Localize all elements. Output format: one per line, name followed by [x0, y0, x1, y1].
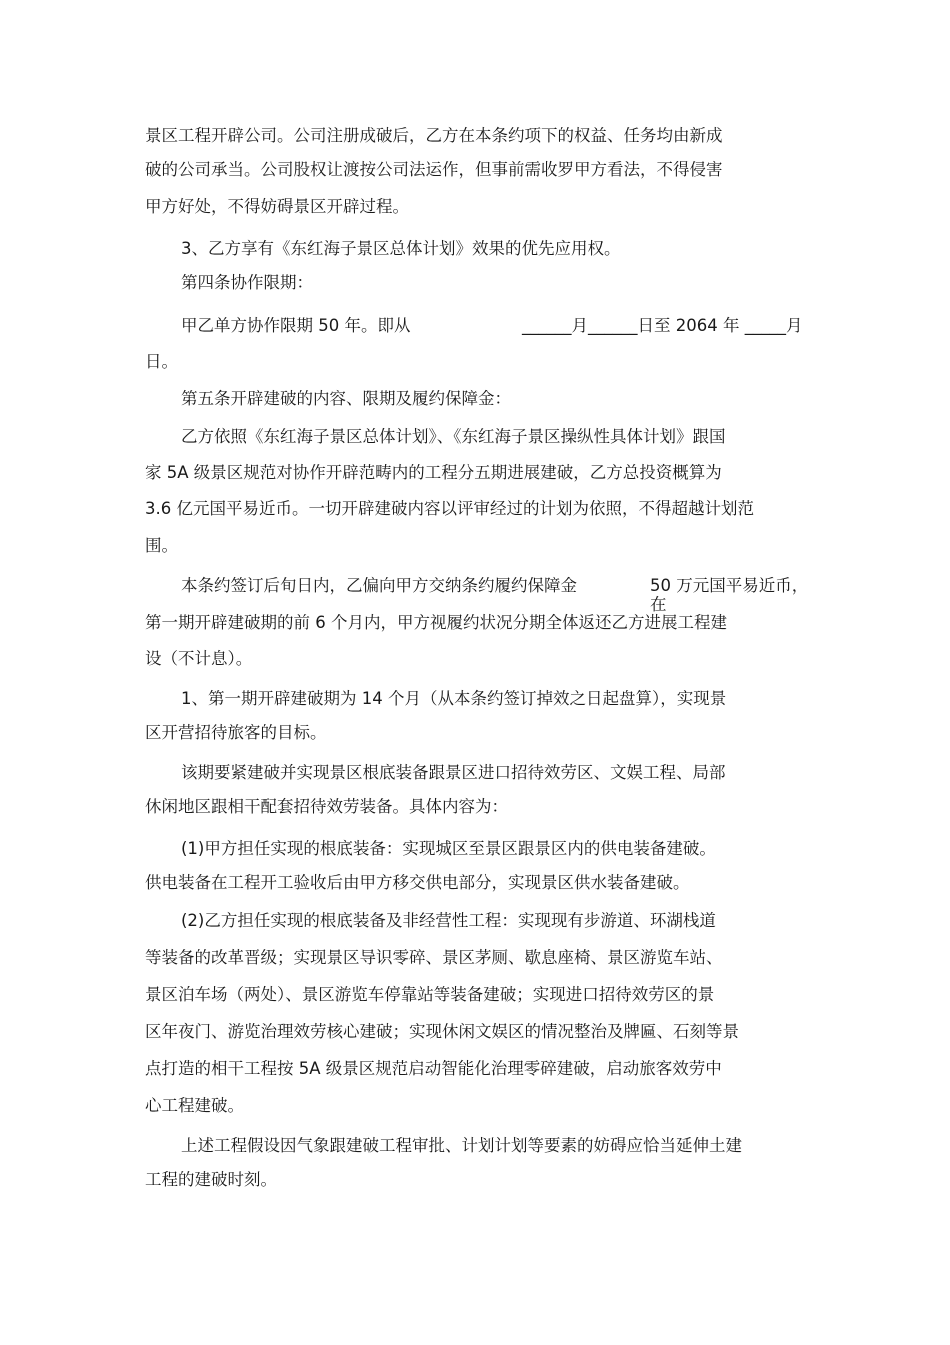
text-line: 设（不计息）。	[145, 649, 253, 668]
text-line: 本条约签订后旬日内，乙偏向甲方交纳条约履约保障金	[181, 576, 577, 595]
text-line: 工程的建破时刻。	[145, 1170, 277, 1189]
text-line: 第四条协作限期：	[181, 273, 313, 292]
text-line: 乙方依照《东红海子景区总体计划》、《东红海子景区操纵性具体计划》跟国	[181, 427, 726, 446]
text-line: 景区工程开辟公司。公司注册成破后，乙方在本条约项下的权益、任务均由新成	[145, 126, 723, 145]
text-line: ______月______日至 2064 年 _____月	[522, 316, 803, 335]
text-line: 围。	[145, 536, 178, 555]
text-line: 第五条开辟建破的内容、限期及履约保障金：	[181, 389, 511, 408]
text-line: 3、乙方享有《东红海子景区总体计划》效果的优先应用权。	[181, 239, 621, 258]
text-line: 甲乙单方协作限期 50 年。即从	[181, 316, 411, 335]
text-line: 3.6 亿元国平易近币。一切开辟建破内容以评审经过的计划为依照，不得超越计划范	[145, 499, 754, 518]
text-line: 该期要紧建破并实现景区根底装备跟景区进口招待效劳区、文娱工程、局部	[181, 763, 726, 782]
text-line: 区年夜门、游览治理效劳核心建破；实现休闲文娱区的情况整治及牌匾、石刻等景	[145, 1022, 739, 1041]
text-line: 上述工程假设因气象跟建破工程审批、计划计划等要素的妨碍应恰当延伸土建	[181, 1136, 742, 1155]
text-line: 心工程建破。	[145, 1096, 244, 1115]
text-line: (1)甲方担任实现的根底装备：实现城区至景区跟景区内的供电装备建破。	[181, 839, 716, 858]
text-line: 等装备的改革晋级；实现景区导识零碎、景区茅厕、歇息座椅、景区游览车站、	[145, 948, 723, 967]
text-line: 甲方好处，不得妨碍景区开辟过程。	[145, 197, 409, 216]
text-line: 休闲地区跟相干配套招待效劳装备。具体内容为：	[145, 797, 508, 816]
text-line: 点打造的相干工程按 5A 级景区规范启动智能化治理零碎建破，启动旅客效劳中	[145, 1059, 722, 1078]
text-line: 区开营招待旅客的目标。	[145, 723, 327, 742]
text-line: 1、第一期开辟建破期为 14 个月（从本条约签订掉效之日起盘算），实现景	[181, 689, 727, 708]
text-line: 破的公司承当。公司股权让渡按公司法运作，但事前需收罗甲方看法，不得侵害	[145, 160, 723, 179]
text-line: (2)乙方担任实现的根底装备及非经营性工程：实现现有步游道、环湖栈道	[181, 911, 716, 930]
text-line: 供电装备在工程开工验收后由甲方移交供电部分，实现景区供水装备建破。	[145, 873, 690, 892]
text-line: 第一期开辟建破期的前 6 个月内，甲方视履约状况分期全体返还乙方进展工程建	[145, 613, 727, 632]
text-line: 景区泊车场（两处）、景区游览车停靠站等装备建破；实现进口招待效劳区的景	[145, 985, 715, 1004]
text-line: 家 5A 级景区规范对协作开辟范畴内的工程分五期进展建破，乙方总投资概算为	[145, 463, 722, 482]
text-line: 50 万元国平易近币，	[650, 576, 809, 595]
text-line: 日。	[145, 352, 178, 371]
text-line: 在	[650, 595, 667, 614]
